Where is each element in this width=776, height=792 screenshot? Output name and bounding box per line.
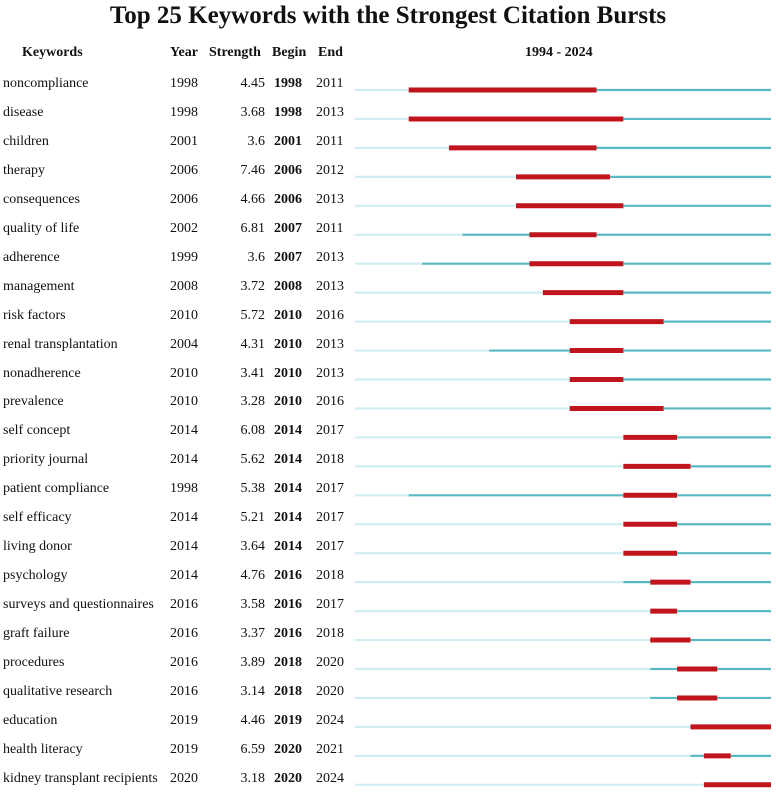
year-value: 2016 <box>170 597 198 613</box>
end-value: 2021 <box>316 741 344 757</box>
keyword-label: self concept <box>3 423 71 439</box>
begin-value: 2010 <box>274 365 302 381</box>
begin-value: 2006 <box>274 162 302 178</box>
keyword-label: children <box>3 133 49 149</box>
strength-value: 3.18 <box>240 770 265 786</box>
keyword-label: kidney transplant recipients <box>3 770 158 786</box>
strength-value: 3.37 <box>240 626 265 642</box>
begin-value: 2018 <box>274 683 302 699</box>
end-value: 2013 <box>316 191 344 207</box>
keyword-label: consequences <box>3 191 80 207</box>
header-begin: Begin <box>272 45 307 60</box>
year-value: 2016 <box>170 655 198 670</box>
begin-value: 2006 <box>274 191 302 207</box>
end-value: 2018 <box>316 452 344 468</box>
year-value: 2019 <box>170 741 198 757</box>
keyword-label: disease <box>3 104 44 120</box>
end-value: 2013 <box>316 365 344 381</box>
strength-value: 3.58 <box>240 597 265 613</box>
begin-value: 2010 <box>274 394 302 410</box>
keyword-label: renal transplantation <box>3 336 118 352</box>
begin-value: 2018 <box>274 655 302 670</box>
keyword-label: self efficacy <box>3 510 72 526</box>
keyword-label: nonadherence <box>3 365 81 381</box>
strength-value: 4.66 <box>240 191 265 207</box>
strength-value: 4.31 <box>240 336 265 352</box>
year-value: 2014 <box>170 539 198 555</box>
year-value: 2006 <box>170 191 198 207</box>
strength-value: 4.45 <box>240 76 265 91</box>
end-value: 2017 <box>316 481 344 497</box>
strength-value: 5.72 <box>240 307 265 323</box>
keyword-label: qualitative research <box>3 683 113 699</box>
begin-value: 2010 <box>274 336 302 352</box>
strength-value: 3.6 <box>247 133 265 149</box>
strength-value: 6.08 <box>240 423 265 439</box>
keyword-label: surveys and questionnaires <box>3 597 154 613</box>
end-value: 2013 <box>316 249 344 265</box>
end-value: 2017 <box>316 510 344 526</box>
end-value: 2020 <box>316 683 344 699</box>
begin-value: 2007 <box>274 220 302 236</box>
year-value: 2016 <box>170 626 198 642</box>
strength-value: 4.46 <box>240 712 265 728</box>
strength-value: 3.41 <box>240 365 265 381</box>
strength-value: 7.46 <box>240 162 265 178</box>
year-value: 2014 <box>170 423 198 439</box>
strength-value: 5.21 <box>240 510 265 526</box>
header-year: Year <box>170 45 198 60</box>
strength-value: 3.72 <box>240 278 265 294</box>
keyword-label: graft failure <box>3 626 70 642</box>
strength-value: 3.14 <box>240 683 265 699</box>
year-value: 2014 <box>170 452 198 468</box>
year-value: 1998 <box>170 104 198 120</box>
year-value: 2010 <box>170 394 198 410</box>
begin-value: 2008 <box>274 278 302 294</box>
year-value: 2002 <box>170 220 198 236</box>
year-value: 2014 <box>170 510 198 526</box>
end-value: 2011 <box>316 133 344 149</box>
strength-value: 5.38 <box>240 481 265 497</box>
year-value: 2010 <box>170 307 198 323</box>
end-value: 2024 <box>316 712 344 728</box>
strength-value: 4.76 <box>240 568 265 584</box>
year-value: 1998 <box>170 481 198 497</box>
keyword-label: priority journal <box>3 452 89 468</box>
begin-value: 2016 <box>274 626 302 642</box>
header-year-range: 1994 - 2024 <box>525 45 593 60</box>
keyword-label: living donor <box>3 539 72 555</box>
begin-value: 2014 <box>274 539 302 555</box>
keyword-label: prevalence <box>3 394 64 410</box>
year-value: 2020 <box>170 770 198 786</box>
begin-value: 2010 <box>274 307 302 323</box>
begin-value: 2001 <box>274 133 302 149</box>
year-value: 2016 <box>170 683 198 699</box>
year-value: 2010 <box>170 365 198 381</box>
begin-value: 2014 <box>274 510 302 526</box>
end-value: 2016 <box>316 307 344 323</box>
begin-value: 2016 <box>274 597 302 613</box>
keyword-label: noncompliance <box>3 76 89 91</box>
strength-value: 6.59 <box>240 741 265 757</box>
year-value: 2001 <box>170 133 198 149</box>
year-value: 2014 <box>170 568 198 584</box>
year-value: 2004 <box>170 336 198 352</box>
strength-value: 3.28 <box>240 394 265 410</box>
keyword-label: therapy <box>3 162 45 178</box>
end-value: 2011 <box>316 220 344 236</box>
header-end: End <box>318 45 343 60</box>
begin-value: 2014 <box>274 423 302 439</box>
year-value: 1998 <box>170 76 198 91</box>
end-value: 2017 <box>316 539 344 555</box>
strength-value: 3.68 <box>240 104 265 120</box>
end-value: 2013 <box>316 278 344 294</box>
year-value: 2006 <box>170 162 198 178</box>
keyword-label: management <box>3 278 75 294</box>
end-value: 2013 <box>316 336 344 352</box>
keyword-label: education <box>3 712 58 728</box>
keyword-label: risk factors <box>3 307 66 323</box>
begin-value: 2020 <box>274 741 302 757</box>
begin-value: 2020 <box>274 770 302 786</box>
begin-value: 2007 <box>274 249 302 265</box>
begin-value: 2014 <box>274 481 302 497</box>
strength-value: 3.64 <box>240 539 265 555</box>
header-strength: Strength <box>209 45 261 60</box>
keyword-label: procedures <box>3 655 65 670</box>
keyword-label: psychology <box>3 568 68 584</box>
begin-value: 2014 <box>274 452 302 468</box>
begin-value: 1998 <box>274 76 302 91</box>
year-value: 1999 <box>170 249 198 265</box>
keyword-label: health literacy <box>3 741 83 757</box>
end-value: 2020 <box>316 655 344 670</box>
year-value: 2008 <box>170 278 198 294</box>
begin-value: 2016 <box>274 568 302 584</box>
end-value: 2017 <box>316 423 344 439</box>
end-value: 2017 <box>316 597 344 613</box>
strength-value: 3.6 <box>247 249 265 265</box>
end-value: 2012 <box>316 162 344 178</box>
strength-value: 5.62 <box>240 452 265 468</box>
strength-value: 3.89 <box>240 655 265 670</box>
end-value: 2018 <box>316 626 344 642</box>
end-value: 2018 <box>316 568 344 584</box>
begin-value: 1998 <box>274 104 302 120</box>
strength-value: 6.81 <box>240 220 265 236</box>
header-keywords: Keywords <box>22 45 83 60</box>
keyword-label: adherence <box>3 249 60 265</box>
chart-title: Top 25 Keywords with the Strongest Citation Bursts <box>109 2 667 29</box>
end-value: 2011 <box>316 76 344 91</box>
end-value: 2013 <box>316 104 344 120</box>
begin-value: 2019 <box>274 712 302 728</box>
keyword-label: patient compliance <box>3 481 110 497</box>
keyword-label: quality of life <box>3 220 80 236</box>
end-value: 2024 <box>316 770 344 786</box>
end-value: 2016 <box>316 394 344 410</box>
year-value: 2019 <box>170 712 198 728</box>
